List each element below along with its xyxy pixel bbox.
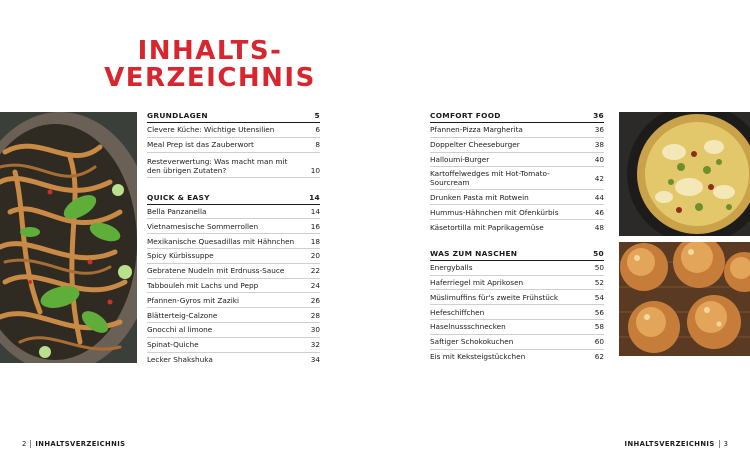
toc-section	[430, 248, 604, 365]
entry-page: 10	[310, 165, 320, 175]
toc-section	[430, 110, 604, 235]
entry-label: Gnocchi al limone	[147, 325, 213, 335]
toc-entry[interactable]	[430, 123, 604, 138]
toc-right-column	[430, 110, 604, 376]
toc-entry[interactable]	[430, 305, 604, 320]
entry-label: Spinat-Quiche	[147, 340, 199, 350]
running-title-right: INHALTSVERZEICHNIS	[624, 440, 715, 448]
footer-left	[22, 440, 125, 448]
entry-label: Haferriegel mit Aprikosen	[430, 277, 524, 287]
section-title: COMFORT FOOD	[430, 111, 501, 120]
entry-label: Energyballs	[430, 263, 473, 273]
toc-entry[interactable]	[147, 279, 320, 294]
toc-section	[147, 192, 320, 368]
entry-label: Eis mit Keksteigstückchen	[430, 352, 526, 362]
entry-label: Spicy Kürbissuppe	[147, 251, 214, 261]
entry-page: 48	[594, 222, 604, 232]
entry-page: 8	[315, 140, 320, 150]
entry-page: 24	[310, 280, 320, 290]
pan-pizza-photo	[619, 112, 750, 236]
toc-entry[interactable]	[147, 138, 320, 153]
entry-label: Mexikanische Quesadillas mit Hähnchen	[147, 236, 295, 246]
toc-entry[interactable]	[430, 350, 604, 365]
toc-entry[interactable]	[430, 153, 604, 168]
footer-divider	[30, 440, 31, 448]
toc-entry[interactable]	[430, 167, 604, 190]
entry-label: Vietnamesische Sommerrollen	[147, 221, 259, 231]
entry-page: 44	[594, 192, 604, 202]
entry-label: Doppelter Cheeseburger	[430, 140, 520, 150]
section-page: 14	[309, 192, 320, 202]
toc-entry[interactable]	[430, 220, 604, 235]
section-page: 5	[314, 111, 320, 120]
entry-page: 62	[594, 352, 604, 362]
section-page: 36	[593, 111, 604, 120]
entry-page: 26	[310, 295, 320, 305]
entry-label: Drunken Pasta mit Rotwein	[430, 192, 529, 202]
entry-page: 14	[310, 206, 320, 216]
footer-right	[625, 440, 728, 448]
toc-entry[interactable]	[430, 276, 604, 291]
page-title-line-2: VERZEICHNIS	[104, 63, 316, 93]
entry-page: 52	[594, 277, 604, 287]
page-number-right: 3	[723, 440, 728, 448]
entry-page: 18	[310, 236, 320, 246]
section-heading[interactable]	[147, 192, 320, 205]
entry-page: 20	[310, 251, 320, 261]
toc-entry[interactable]	[430, 320, 604, 335]
entry-page: 6	[315, 125, 320, 135]
entry-label: Hefeschiffchen	[430, 307, 485, 317]
entry-label: Müslimuffins für's zweite Frühstück	[430, 292, 559, 302]
entry-page: 54	[594, 292, 604, 302]
entry-label: Pfannen-Pizza Margherita	[430, 125, 523, 135]
section-title: QUICK & EASY	[147, 192, 210, 202]
entry-label: Lecker Shakshuka	[147, 355, 213, 365]
toc-entry[interactable]	[147, 205, 320, 220]
toc-entry[interactable]	[147, 249, 320, 264]
toc-entry[interactable]	[430, 190, 604, 205]
noodle-bowl-photo	[0, 112, 137, 363]
entry-label: Käsetortilla mit Paprikagemüse	[430, 222, 544, 232]
toc-entry[interactable]	[430, 335, 604, 350]
toc-section	[147, 110, 320, 178]
section-heading[interactable]	[430, 248, 604, 261]
entry-label: Meal Prep ist das Zauberwort	[147, 140, 254, 150]
entry-page: 56	[594, 307, 604, 317]
section-page: 50	[593, 248, 604, 258]
entry-label: Saftiger Schokokuchen	[430, 337, 514, 347]
section-title: WAS ZUM NASCHEN	[430, 248, 518, 258]
entry-label: Gebratene Nudeln mit Erdnuss-Sauce	[147, 266, 285, 276]
toc-entry[interactable]	[430, 261, 604, 276]
entry-page: 58	[594, 322, 604, 332]
toc-entry[interactable]	[147, 219, 320, 234]
running-title-left: INHALTSVERZEICHNIS	[35, 440, 126, 448]
entry-page: 50	[594, 263, 604, 273]
entry-page: 34	[310, 355, 320, 365]
toc-entry[interactable]	[430, 138, 604, 153]
toc-entry[interactable]	[147, 293, 320, 308]
footer-divider	[719, 440, 720, 448]
toc-entry[interactable]	[147, 353, 320, 368]
section-heading[interactable]	[147, 110, 320, 123]
entry-label: Clevere Küche: Wichtige Utensilien	[147, 125, 275, 135]
entry-label: Bella Panzanella	[147, 206, 207, 216]
entry-page: 36	[594, 125, 604, 135]
entry-page: 46	[594, 207, 604, 217]
entry-page: 22	[310, 266, 320, 276]
toc-entry[interactable]	[147, 264, 320, 279]
entry-page: 40	[594, 154, 604, 164]
entry-label: Haselnussschnecken	[430, 322, 506, 332]
toc-entry[interactable]	[147, 338, 320, 353]
entry-page: 38	[594, 140, 604, 150]
page-number-left: 2	[22, 440, 27, 448]
entry-label: Pfannen-Gyros mit Zaziki	[147, 295, 239, 305]
entry-page: 16	[310, 221, 320, 231]
entry-label: Tabbouleh mit Lachs und Pepp	[147, 280, 259, 290]
toc-left-column	[147, 110, 320, 379]
toc-entry[interactable]	[147, 123, 320, 138]
entry-label: Hummus-Hähnchen mit Ofenkürbis	[430, 207, 559, 217]
entry-page: 32	[310, 340, 320, 350]
entry-label: Blätterteig-Calzone	[147, 310, 218, 320]
toc-entry[interactable]	[147, 323, 320, 338]
page-title-line-1: INHALTS-	[137, 36, 283, 66]
entry-label: Kartoffelwedges mit Hot-Tomato-Sourcream	[430, 169, 550, 188]
entry-page: 42	[594, 173, 604, 183]
toc-entry[interactable]	[147, 308, 320, 323]
entry-label: Resteverwertung: Was macht man mit den übrigen Zutaten?	[147, 156, 288, 175]
section-heading[interactable]	[430, 110, 604, 123]
page-title	[90, 38, 330, 92]
entry-page: 30	[310, 325, 320, 335]
entry-label: Halloumi-Burger	[430, 154, 490, 164]
toc-entry[interactable]	[147, 234, 320, 249]
muffins-photo	[619, 242, 750, 356]
toc-entry[interactable]	[430, 205, 604, 220]
section-title: GRUNDLAGEN	[147, 111, 208, 120]
toc-entry[interactable]	[430, 290, 604, 305]
toc-entry[interactable]	[147, 153, 320, 178]
entry-page: 60	[594, 337, 604, 347]
entry-page: 28	[310, 310, 320, 320]
